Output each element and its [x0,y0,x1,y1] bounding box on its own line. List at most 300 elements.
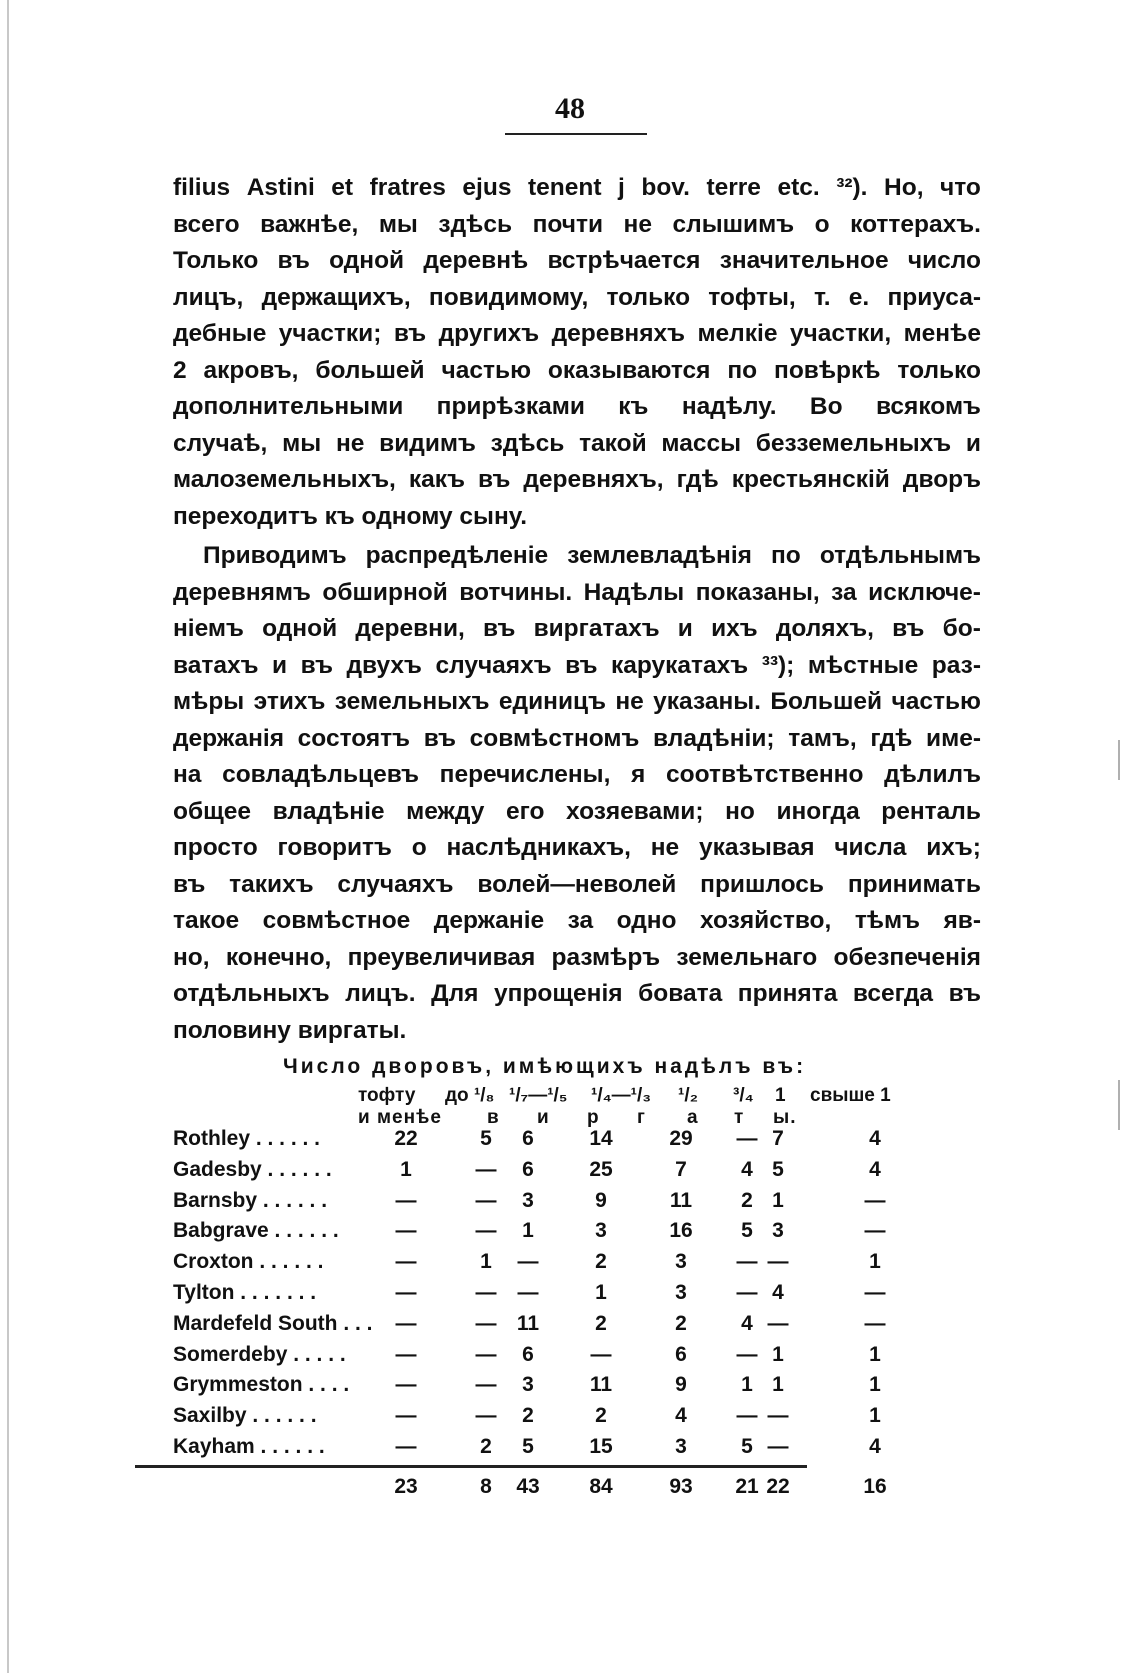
word: важнѣе, [260,210,359,238]
table-cell: — [864,1280,886,1304]
scan-edge-line [7,0,9,1673]
word: малоземельныхъ, [173,466,396,493]
word: отдѣльныхъ [173,980,330,1007]
word: et [331,174,354,201]
table-cell: — [736,1342,758,1366]
word: ихъ [711,615,758,642]
table-cell: 5 [772,1157,784,1181]
table-cell: 6 [522,1127,534,1150]
table-cell: 2 [675,1311,687,1335]
text-line [173,353,981,390]
word: въ [173,870,206,898]
word: что [940,174,981,201]
table-cell: 11 [516,1311,540,1335]
table-cell: 6 [522,1157,534,1181]
word: яв- [943,907,981,934]
word: деревни, [355,615,465,642]
text-line [173,462,981,499]
text-line [173,280,981,317]
word: совмѣстномъ [469,724,640,752]
table-cell: 1 [869,1404,881,1428]
word: лицъ. [345,980,416,1007]
word: въ [277,247,310,274]
word: за [831,578,857,606]
word: прирѣзками [436,393,585,420]
total-cell: 21 [735,1475,759,1498]
word: надѣлу. [681,393,777,420]
word: ³²). [836,174,868,201]
word: по [771,542,801,569]
word: одной [329,247,405,274]
word: его [505,797,545,825]
word: Astini [246,174,315,201]
text-line [173,426,981,463]
word: между [406,797,485,825]
table-row [173,1219,983,1250]
table-cell: — [475,1219,497,1243]
word: Приводимъ [203,542,347,569]
table-cell: 11 [669,1188,693,1212]
text-line [173,389,981,426]
word: terre [706,174,761,201]
table-cell: 4 [741,1157,753,1181]
word: встрѣчается [547,247,701,274]
column-subheader: и [537,1107,550,1128]
table-cell: — [517,1250,539,1274]
column-header: свыше 1 [810,1085,891,1106]
village-name: Grymmeston . . . . [173,1373,350,1397]
village-name: Babgrave . . . . . . [173,1219,339,1243]
word: гдѣ [676,466,719,493]
text-line [173,940,981,977]
word: ихъ; [926,834,981,861]
word: Во [809,393,843,420]
word: деревнѣ [423,247,529,274]
table-cell: 1 [772,1188,784,1212]
word: этихъ [253,688,326,715]
word: держанія [173,724,285,752]
word: говоритъ [277,834,392,861]
word: совладѣльцевъ [222,761,420,788]
word: о [411,834,427,861]
table-cell: 4 [772,1280,784,1304]
table-cell: — [395,1188,417,1212]
word: въ [565,651,598,679]
text-line [173,830,981,867]
body-text [173,170,981,1049]
text-line [173,867,981,904]
page-number: 48 [555,92,585,125]
word: крестьянскій [731,466,890,493]
word: почти [532,210,603,238]
word: дворъ [902,466,981,493]
word: указаны. [653,688,761,715]
table-cell: 5 [741,1434,753,1458]
village-name: Gadesby . . . . . . [173,1157,332,1181]
table-cell: — [475,1157,497,1181]
table-cell: — [517,1280,539,1304]
word: видимъ [379,429,476,457]
total-cell: 22 [766,1475,790,1498]
table-row [173,1189,983,1220]
word: Только [173,247,259,274]
text-line [173,757,981,794]
word: не [335,429,365,457]
word: я [631,761,646,788]
table-cell: — [590,1342,612,1366]
table-cell: 2 [595,1250,607,1274]
word: 2 [173,356,187,384]
table-row [173,1435,983,1466]
column-header: до ¹/₈ [445,1085,495,1106]
table-row [173,1373,983,1404]
table-cell: 1 [400,1157,412,1181]
word: и [677,615,693,642]
word: состоятъ [297,724,411,752]
word: одной [262,615,338,642]
word: двухъ [346,651,422,679]
total-cell: 23 [394,1475,418,1498]
table-cell: 4 [675,1404,687,1428]
table-cell: 9 [595,1188,607,1212]
word: обширной [322,578,448,606]
table-cell: — [767,1311,789,1335]
text-line [173,170,981,207]
table-cell: — [736,1404,758,1428]
table-cell: 1 [480,1250,492,1274]
text-line [173,575,981,612]
column-header: 1 [775,1085,786,1106]
word: по [727,356,758,384]
word: мы [282,429,322,457]
word: мѣстные [807,651,919,679]
word: участки; [278,320,382,347]
word: земельныхъ [334,688,490,715]
text-line-last: половину виргаты. [173,1016,407,1044]
column-subheader: т [734,1107,745,1128]
word: ³³); [761,651,795,679]
column-subheader: р [587,1107,600,1128]
word: но [725,797,755,825]
table-cell: 1 [772,1373,784,1397]
word: bov. [641,174,690,201]
word: но, [173,943,210,971]
table-cell: 2 [595,1311,607,1335]
word: карукатахъ [611,651,749,679]
text-line [173,207,981,244]
word: большей [315,356,425,384]
word: дебные [173,320,267,347]
table-cell: — [864,1311,886,1335]
word: перечислены, [439,761,611,788]
word: Надѣлы [583,578,685,606]
text-line [173,538,981,575]
paragraph [173,538,981,1049]
text-line [173,903,981,940]
table-cell: — [475,1373,497,1397]
table-cell: — [395,1373,417,1397]
word: упрощенія [494,980,623,1007]
total-cell: 16 [863,1475,887,1498]
village-name: Barnsby . . . . . . [173,1188,328,1212]
table-cell: — [395,1342,417,1366]
table-cell: — [475,1342,497,1366]
village-name: Tylton . . . . . . . [173,1280,317,1304]
word: filius [173,174,231,201]
word: частью [891,688,981,715]
table-cell: 9 [675,1373,687,1397]
word: показаны, [695,578,820,606]
table-cell: — [736,1250,758,1274]
word: владѣніе [272,797,385,825]
word: j [618,174,625,201]
word: случаяхъ [337,870,454,898]
word: принята [737,980,838,1007]
word: отдѣльнымъ [819,542,981,569]
total-cell: 43 [516,1475,540,1498]
word: ренталь [881,797,981,825]
table-cell: 3 [595,1219,607,1243]
word: всякомъ [875,393,981,420]
table-row [173,1158,983,1189]
table-cell: 1 [522,1219,534,1243]
table-cell: 2 [595,1404,607,1428]
word: распредѣленіе [365,542,549,569]
word: за [567,907,594,934]
word: акровъ, [203,356,299,384]
table-cell: 5 [522,1434,534,1458]
total-cell: 84 [589,1475,613,1498]
word: такое [173,907,240,934]
table-cell: 4 [869,1127,881,1150]
table-title: Число дворовъ, имѣющихъ надѣлъ въ: [283,1055,807,1078]
table-cell: — [395,1250,417,1274]
word: совмѣстное [262,907,411,934]
paragraph [173,170,981,535]
word: къ [618,393,649,420]
word: такой [579,429,647,457]
table-cell: 2 [741,1188,753,1212]
village-name: Saxilby . . . . . . [173,1404,317,1428]
table-row [173,1343,983,1374]
totals-rule [135,1465,807,1468]
table-cell: 14 [589,1127,613,1150]
word: такихъ [229,870,314,898]
total-cell: 93 [669,1475,693,1498]
text-line-last: переходитъ къ одному сыну. [173,502,528,530]
table-cell: 22 [394,1127,418,1150]
table-cell: 1 [595,1280,607,1304]
table-cell: — [475,1188,497,1212]
table-cell: 4 [869,1157,881,1181]
village-name: Kayham . . . . . . [173,1434,325,1458]
word: исключе- [868,578,981,606]
word: только [897,356,981,384]
word: не [650,834,680,861]
word: и [272,651,288,679]
text-line [173,794,981,831]
word: вотчины. [459,578,573,606]
table-cell: 1 [741,1373,753,1397]
column-header: тофту [358,1085,416,1106]
word: и [965,429,981,457]
word: въ [300,651,333,679]
table-cell: — [864,1219,886,1243]
table-cell: 7 [675,1157,687,1181]
word: числа [834,834,907,861]
word: дѣлилъ [884,761,981,788]
word: общее [173,797,252,825]
table-cell: — [395,1280,417,1304]
word: тамъ, [788,724,857,752]
word: число [907,247,981,274]
column-subheader: в [487,1107,500,1128]
word: земельнаго [676,943,818,971]
word: случаяхъ [435,651,552,679]
table-cell: 1 [869,1250,881,1274]
word: принимать [847,870,981,898]
table-cell: 5 [741,1219,753,1243]
table-cell: — [767,1250,789,1274]
column-subheader: а [687,1107,699,1128]
table-cell: 3 [772,1219,784,1243]
table-cell: — [395,1311,417,1335]
word: повидимому, [428,283,589,311]
table-cell: 2 [480,1434,492,1458]
word: случаѣ, [173,429,268,457]
table-cell: — [736,1127,758,1150]
word: мелкіе [697,320,778,347]
word: въ [423,724,457,752]
word: тѣмъ [854,907,921,934]
village-name: Croxton . . . . . . [173,1250,324,1274]
table-cell: — [736,1280,758,1304]
word: иногда [776,797,860,825]
table-cell: 1 [869,1342,881,1366]
word: въ [948,980,981,1007]
word: другихъ [438,320,540,347]
word: просто [173,834,258,861]
text-line [173,684,981,721]
table-cell: 4 [869,1434,881,1458]
column-subheader: и менѣе [358,1107,442,1128]
table-body [173,1127,983,1466]
table-cell: 25 [589,1157,613,1181]
word: одно [616,907,677,934]
village-name: Rothley . . . . . . [173,1127,321,1150]
word: хозяйство, [700,907,832,934]
word: име- [926,724,981,752]
table-cell: 1 [869,1373,881,1397]
word: тофты, [708,283,796,311]
total-cell: 8 [480,1475,492,1498]
word: волей—неволей [477,870,677,898]
table-cell: — [475,1280,497,1304]
word: ejus [462,174,512,201]
word: не [615,688,644,715]
word: держаніе [433,907,545,934]
word: безземельныхъ [755,429,952,457]
table-cell: 3 [522,1188,534,1212]
table-cell: 3 [522,1373,534,1397]
text-line [173,243,981,280]
word: конечно, [225,943,332,971]
word: раз- [931,651,981,679]
word: деревнямъ [173,578,311,606]
table-cell: — [475,1404,497,1428]
word: единицъ [498,688,606,715]
table-row [173,1250,983,1281]
word: деревняхъ, [523,466,664,493]
word: держащихъ, [261,283,411,311]
table-row [173,1127,983,1158]
text-line [173,721,981,758]
word: обезпеченія [833,943,981,971]
table-cell: — [864,1188,886,1212]
text-line [173,648,981,685]
word: участки, [789,320,892,347]
table-cell: 29 [669,1127,693,1150]
word: какъ [408,466,465,493]
table-row [173,1312,983,1343]
word: гдѣ [870,724,913,752]
table-cell: — [395,1434,417,1458]
word: размѣръ [551,943,661,971]
word: е. [848,283,870,311]
village-name: Mardefeld South . . . [173,1311,373,1335]
word: виргатахъ [533,615,660,642]
word: здѣсь [490,429,565,457]
word: ватахъ [173,651,259,679]
word: соотвѣтственно [666,761,864,788]
word: ніемъ [173,615,244,642]
word: бо- [942,615,981,642]
table-cell: 15 [589,1434,613,1458]
column-header: ³/₄ [733,1085,754,1106]
village-name: Somerdeby . . . . . [173,1342,346,1366]
table-cell: 2 [522,1404,534,1428]
word: въ [393,320,427,347]
table-cell: — [767,1434,789,1458]
page-number-rule [505,133,647,135]
text-line [173,316,981,353]
word: частью [441,356,531,384]
word: менѣе [903,320,981,347]
word: въ [483,615,516,642]
word: значительное [719,247,889,274]
word: коттерахъ. [850,210,981,238]
word: указывая [698,834,815,861]
word: не [623,210,652,238]
column-header: ¹/₄—¹/₃ [591,1085,652,1106]
word: преувеличивая [347,943,536,971]
word: т. [813,283,831,311]
word: слышимъ [672,210,795,238]
column-header: ¹/₇—¹/₅ [509,1085,568,1106]
table-cell: 5 [480,1127,492,1150]
word: бовата [638,980,723,1007]
table-cell: 4 [741,1311,753,1335]
word: владѣніи; [653,724,775,752]
column-subheader: ы. [773,1107,797,1128]
word: всего [173,210,240,238]
word: мѣры [173,688,245,715]
word: землевладѣнія [567,542,752,569]
table-cell: 3 [675,1250,687,1274]
word: лицъ, [173,283,244,311]
word: оказываются [547,356,711,384]
word: въ [892,615,925,642]
